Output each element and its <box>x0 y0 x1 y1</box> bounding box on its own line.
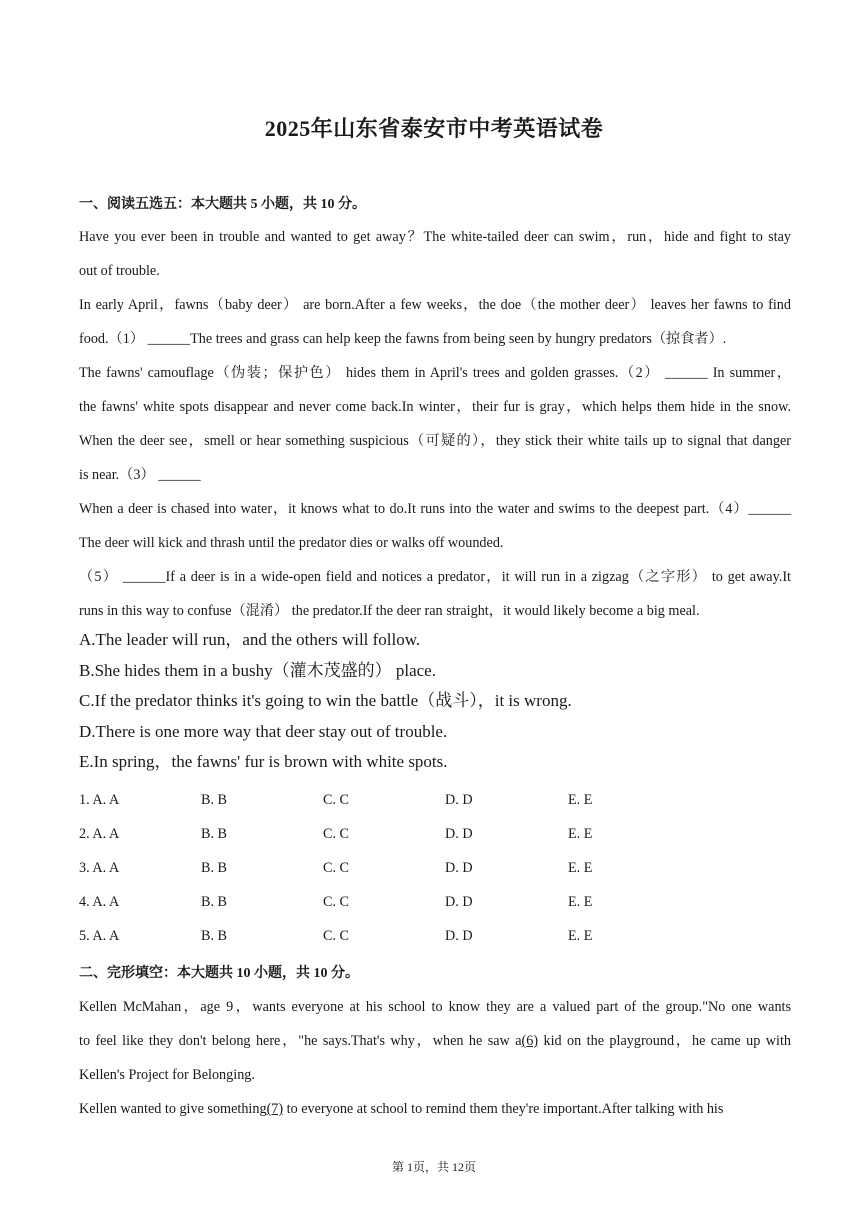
choice-c[interactable]: C. C <box>323 894 350 911</box>
choice-a[interactable]: 1. A. A <box>79 792 120 808</box>
choice-a[interactable]: 3. A. A <box>79 860 120 877</box>
option-b: B.She hides them in a bushy（灌木茂盛的） place. <box>79 660 436 680</box>
blank-7[interactable]: (7) <box>266 1101 284 1117</box>
passage-line: out of trouble. <box>79 263 160 279</box>
choice-b[interactable]: B. B <box>201 792 228 808</box>
passage-line <box>79 1024 791 1058</box>
passage-line: Kellen McMahan，age 9，wants everyone at his school to know they are a valued part of the group."No one wants <box>79 999 791 1015</box>
choice-e[interactable]: E. E <box>568 894 593 911</box>
choice-c[interactable]: C. C <box>323 928 350 945</box>
option-a: A.The leader will run，and the others will follow. <box>79 630 421 649</box>
question-row <box>79 888 779 922</box>
question-row <box>79 922 779 956</box>
choice-c[interactable]: C. C <box>323 792 350 808</box>
choice-d[interactable]: D. D <box>445 860 473 877</box>
choice-d[interactable]: D. D <box>445 928 473 945</box>
section-2-heading: 二、完形填空：本大题共 10 小题，共 10 分。 <box>79 966 359 981</box>
choice-d[interactable]: D. D <box>445 894 473 911</box>
choice-a[interactable]: 5. A. A <box>79 928 120 945</box>
choice-d[interactable]: D. D <box>445 826 473 843</box>
question-row <box>79 820 779 854</box>
question-row <box>79 854 779 888</box>
passage-line: Kellen's Project for Belonging. <box>79 1067 255 1083</box>
passage-line: In early April，fawns（baby deer） are born.After a few weeks，the doe（the mother deer） leaves her fawns to find <box>79 297 791 313</box>
section-1-heading: 一、阅读五选五：本大题共 5 小题，共 10 分。 <box>79 197 366 212</box>
choice-e[interactable]: E. E <box>568 928 593 945</box>
passage-text: kid on the playground，he came up with <box>538 1033 791 1049</box>
reading-passage <box>79 220 791 628</box>
passage-line: food.（1） ______The trees and grass can help keep the fawns from being seen by hungry predators（掠食者）. <box>79 331 727 347</box>
choice-b[interactable]: B. B <box>201 860 228 877</box>
passage-line: The fawns' camouflage（伪装；保护色） hides them in April's trees and golden grasses.（2） ______ In summer， <box>79 365 791 381</box>
passage-line: （5） ______If a deer is in a wide-open field and notices a predator，it will run in a zigzag（之字形） to get away.It <box>79 569 791 585</box>
passage-line: the fawns' white spots disappear and never come back.In winter，their fur is gray，which helps them hide in the snow. <box>79 399 791 415</box>
question-choices <box>79 786 779 956</box>
choice-c[interactable]: C. C <box>323 860 350 877</box>
choice-d[interactable]: D. D <box>445 792 473 808</box>
choice-b[interactable]: B. B <box>201 928 228 945</box>
choice-b[interactable]: B. B <box>201 826 228 843</box>
passage-line <box>79 1092 791 1126</box>
option-d: D.There is one more way that deer stay out of trouble. <box>79 721 448 741</box>
page-title: 2025年山东省泰安市中考英语试卷 <box>264 116 604 141</box>
choice-a[interactable]: 2. A. A <box>79 826 120 843</box>
option-c: C.If the predator thinks it's going to win the battle（战斗），it is wrong. <box>79 691 572 711</box>
choice-e[interactable]: E. E <box>568 826 593 843</box>
option-e: E.In spring，the fawns' fur is brown with white spots. <box>79 752 448 772</box>
passage-line: When a deer is chased into water，it knows what to do.It runs into the water and swims to the deepest part.（4）______ <box>79 501 791 517</box>
passage-line: is near.（3） ______ <box>79 467 201 483</box>
passage-line: runs in this way to confuse（混淆） the predator.If the deer ran straight，it would likely become a big meal. <box>79 603 700 619</box>
passage-line: The deer will kick and thrash until the predator dies or walks off wounded. <box>79 535 504 551</box>
answer-options <box>79 625 572 778</box>
passage-text: to feel like they don't belong here，"he says.That's why，when he saw a <box>79 1033 522 1049</box>
choice-e[interactable]: E. E <box>568 860 593 877</box>
cloze-passage <box>79 990 791 1126</box>
blank-6[interactable]: (6) <box>521 1033 539 1049</box>
page-footer: 第 1页，共 12页 <box>391 1160 476 1174</box>
question-row <box>79 786 779 820</box>
choice-a[interactable]: 4. A. A <box>79 894 120 911</box>
choice-e[interactable]: E. E <box>568 792 593 808</box>
passage-line: Have you ever been in trouble and wanted to get away？The white-tailed deer can swim，run，hide and fight to stay <box>79 229 791 245</box>
passage-line: When the deer see，smell or hear something suspicious（可疑的），they stick their white tails up to signal that danger <box>79 433 791 449</box>
passage-text: to everyone at school to remind them they're important.After talking with his <box>283 1101 724 1117</box>
passage-text: Kellen wanted to give something <box>79 1101 267 1117</box>
choice-b[interactable]: B. B <box>201 894 228 911</box>
choice-c[interactable]: C. C <box>323 826 350 843</box>
